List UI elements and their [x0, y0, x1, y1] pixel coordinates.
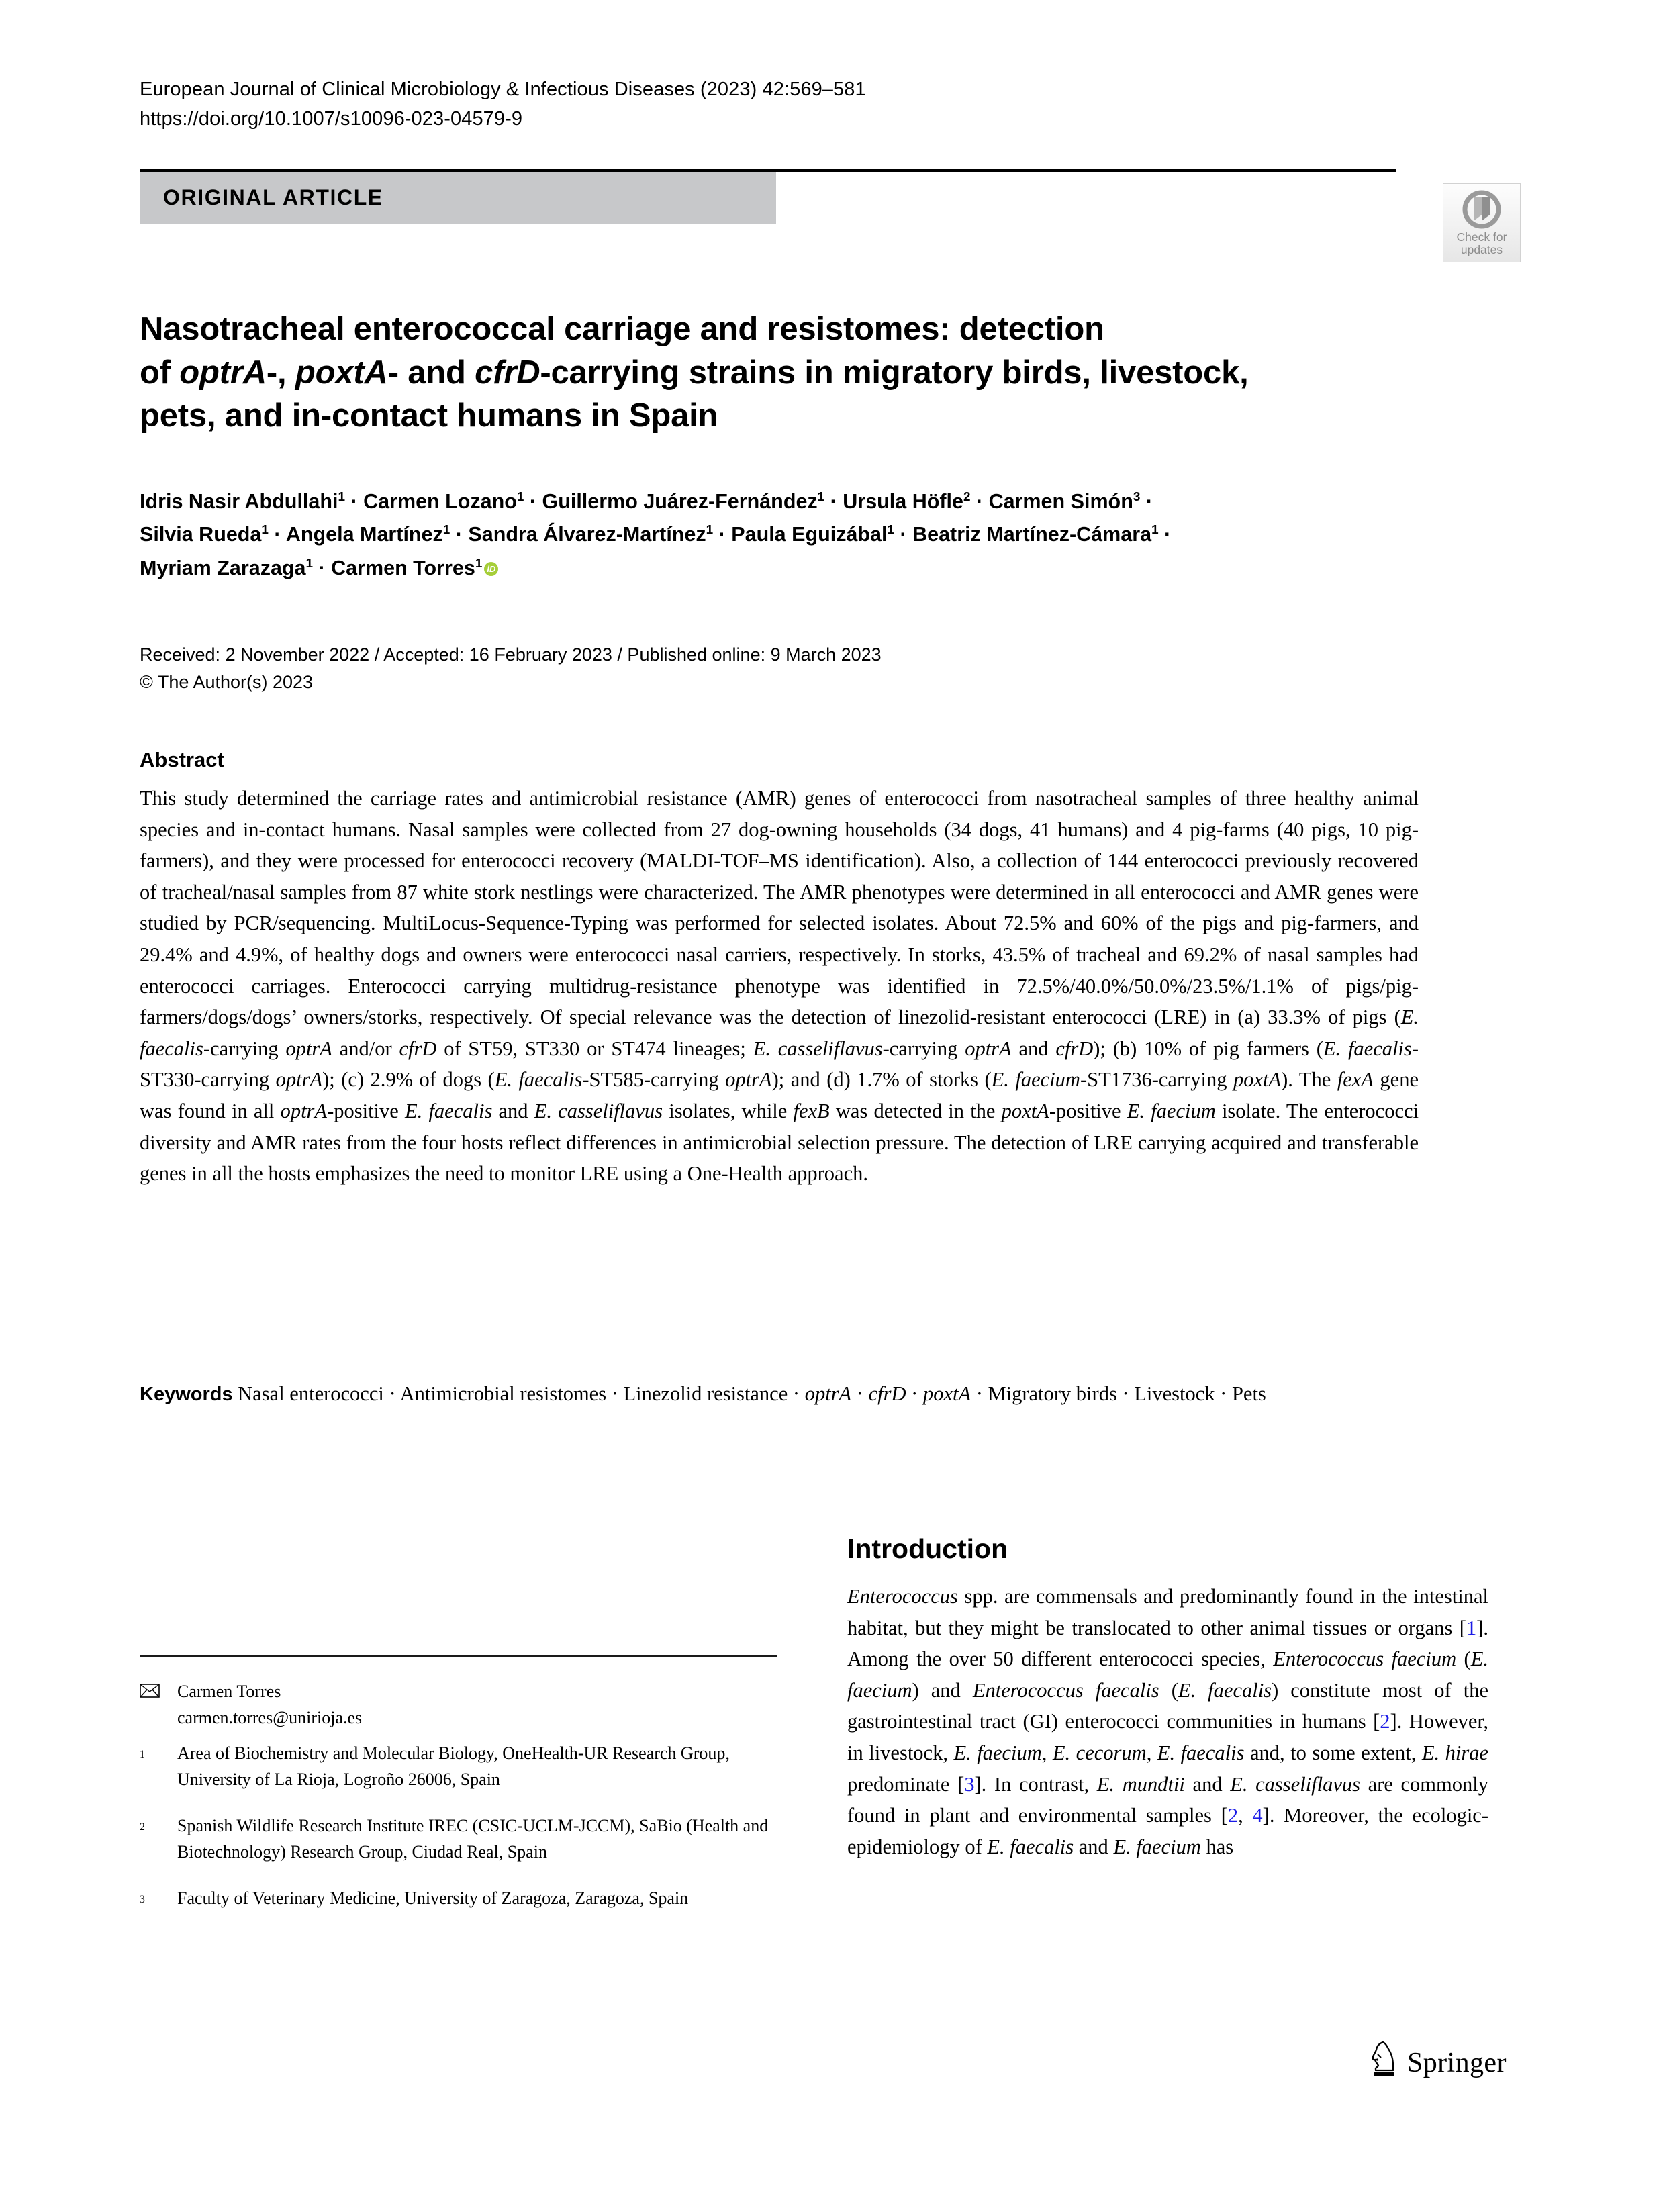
author-name: Carmen Torres: [331, 556, 475, 579]
title-line-2-pre: of: [140, 354, 180, 391]
keyword-item: Pets: [1231, 1382, 1266, 1405]
author-affiliation-marker: 1: [442, 523, 450, 538]
author-name: Idris Nasir Abdullahi: [140, 490, 338, 513]
title-line-2-mid1: -,: [266, 354, 295, 391]
envelope-icon-cell: [140, 1678, 177, 1731]
keyword-item: poxtA: [922, 1382, 971, 1405]
author-affiliation-marker: 1: [475, 556, 483, 571]
author-name: Beatriz Martínez-Cámara: [912, 523, 1152, 546]
author-name: Angela Martínez: [285, 523, 443, 546]
affiliation-marker: 3: [140, 1894, 145, 1905]
keywords-list: Nasal enterococci · Antimicrobial resistomes · Linezolid resistance · optrA · cfrD · poxtA · Migratory birds · Livestock · Pets: [238, 1382, 1266, 1405]
author-affiliation-marker: 1: [1151, 523, 1159, 538]
citation-link[interactable]: 2: [1380, 1710, 1390, 1733]
springer-wordmark: Springer: [1407, 2048, 1507, 2078]
keywords-block: [140, 1378, 1419, 1410]
author-affiliation-marker: 1: [338, 489, 345, 504]
title-line-2-mid2: - and: [387, 354, 475, 391]
author-affiliation-marker: 1: [817, 489, 825, 504]
citation-link[interactable]: 2: [1227, 1804, 1239, 1827]
title-line-3: pets, and in-contact humans in Spain: [140, 397, 718, 434]
check-updates-line1: Check for: [1456, 230, 1507, 244]
title-gene-optra: optrA: [179, 354, 267, 391]
author-name: Carmen Simón: [988, 490, 1133, 513]
affiliation-marker: 2: [140, 1821, 145, 1833]
introduction-heading: Introduction: [847, 1533, 1008, 1565]
keyword-item: cfrD: [868, 1382, 906, 1405]
affiliation-text: Faculty of Veterinary Medicine, University of Zaragoza, Zaragoza, Spain: [177, 1888, 689, 1908]
article-type-label: ORIGINAL ARTICLE: [163, 185, 383, 209]
author-name: Ursula Höfle: [843, 490, 963, 513]
affiliation-marker: 1: [140, 1749, 145, 1760]
abstract-body: This study determined the carriage rates and antimicrobial resistance (AMR) genes of enterococci from nasotracheal samples of three healthy animal species and in-contact humans. Nasal samples were collected from 27 dog-owning households (34 dogs, 41 humans) and 4 pig-farms (40 pigs, 10 pig-farmers), and they were processed for enterococci recovery (MALDI-TOF–MS identification). Also, a collection of 144 enterococci previously recovered of tracheal/nasal samples from 87 white stork nestlings were characterized. The AMR phenotypes were determined in all enterococci and AMR genes were studied by PCR/sequencing. MultiLocus-Sequence-Typing was performed for selected isolates. About 72.5% and 60% of the pigs and pig-farmers, and 29.4% and 4.9%, of healthy dogs and owners were enterococci nasal carriers, respectively. In storks, 43.5% of tracheal and 69.2% of nasal samples had enterococci carriages. Enterococci carrying multidrug-resistance phenotype was identified in 72.5%/40.0%/50.0%/23.5%/1.1% of pigs/pig-farmers/dogs/dogs’ owners/storks, respectively. Of special relevance was the detection of linezolid-resistant enterococci (LRE) in (a) 33.3% of pigs (E. faecalis-carrying optrA and/or cfrD of ST59, ST330 or ST474 lineages; E. casseliflavus-carrying optrA and cfrD); (b) 10% of pig farmers (E. faecalis-ST330-carrying optrA); (c) 2.9% of dogs (E. faecalis-ST585-carrying optrA); and (d) 1.7% of storks (E. faecium-ST1736-carrying poxtA). The fexA gene was found in all optrA-positive E. faecalis and E. casseliflavus isolates, while fexB was detected in the poxtA-positive E. faecium isolate. The enterococci diversity and AMR rates from the four hosts reflect differences in antimicrobial selection pressure. The detection of LRE carrying acquired and transferable genes in all the hosts emphasizes the need to monitor LRE using a One-Health approach.: [140, 787, 1419, 1186]
affiliation-text: Area of Biochemistry and Molecular Biology, OneHealth-UR Research Group, University of La Rioja, Logroño 26006, Spain: [177, 1743, 730, 1789]
keyword-item: Livestock: [1134, 1382, 1215, 1405]
author-name: Silvia Rueda: [140, 523, 262, 546]
keyword-item: Linezolid resistance: [623, 1382, 788, 1405]
keyword-item: Nasal enterococci: [238, 1382, 384, 1405]
footnote-divider-rule: [140, 1655, 777, 1657]
author-affiliation-marker: 1: [305, 556, 314, 571]
orcid-icon[interactable]: [484, 562, 498, 576]
title-gene-poxta: poxtA: [295, 354, 388, 391]
article-title: [140, 307, 1422, 438]
affiliation-list: [140, 1740, 784, 1917]
author-list: [140, 485, 1422, 585]
received-accepted-published-line: Received: 2 November 2022 / Accepted: 16 February 2023 / Published online: 9 March 2023: [140, 644, 882, 665]
envelope-icon: [140, 1679, 160, 1693]
affiliation-text: Spanish Wildlife Research Institute IREC (CSIC-UCLM-JCCM), SaBio (Health and Biotechnology) Research Group, Ciudad Real, Spain: [177, 1816, 769, 1862]
author-name: Paula Eguizábal: [731, 523, 888, 546]
copyright-line: © The Author(s) 2023: [140, 672, 314, 693]
keyword-item: Migratory birds: [988, 1382, 1117, 1405]
title-line-2-post: -carrying strains in migratory birds, livestock,: [540, 354, 1249, 391]
author-affiliation-marker: 1: [706, 523, 714, 538]
journal-header: [140, 75, 1415, 134]
title-gene-cfrd: cfrD: [475, 354, 540, 391]
introduction-body: Enterococcus spp. are commensals and predominantly found in the intestinal habitat, but they might be translocated to other animal tissues or organs [1]. Among the over 50 different enterococci species, Enterococcus faecium (E. faecium) and Enterococcus faecalis (E. faecalis) constitute most of the gastrointestinal tract (GI) enterococci communities in humans [2]. However, in livestock, E. faecium, E. cecorum, E. faecalis and, to some extent, E. hirae predominate [3]. In contrast, E. mundtii and E. casseliflavus are commonly found in plant and environmental samples [2, 4]. Moreover, the ecologic-epidemiology of E. faecalis and E. faecium has: [847, 1585, 1489, 1858]
author-affiliation-marker: 3: [1133, 489, 1141, 504]
corresponding-author-details: [177, 1678, 784, 1731]
journal-citation-line: European Journal of Clinical Microbiology & Infectious Diseases (2023) 42:569–581: [140, 79, 866, 100]
abstract-heading: Abstract: [140, 748, 224, 771]
affiliation-row: [140, 1885, 784, 1917]
author-affiliation-marker: 1: [261, 523, 269, 538]
keyword-item: optrA: [804, 1382, 852, 1405]
affiliation-row: [140, 1813, 784, 1865]
springer-logo: [1370, 2039, 1507, 2077]
author-affiliation-marker: 1: [887, 523, 894, 538]
springer-knight-icon: [1370, 2039, 1399, 2077]
corresponding-author-row: [140, 1678, 784, 1731]
doi-link[interactable]: https://doi.org/10.1007/s10096-023-04579-9: [140, 107, 523, 130]
keyword-item: Antimicrobial resistomes: [399, 1382, 607, 1405]
affiliation-row: [140, 1740, 784, 1792]
article-type-band: [140, 172, 776, 224]
author-line-1: Idris Nasir Abdullahi$^1$ · Carmen Lozano$^1$ · Guillermo Juárez-Fernández$^1$ · Ursula Höfle$^2$ · Carmen Simón$^3$ ·: [140, 489, 1153, 513]
crossmark-icon: [1461, 189, 1503, 230]
publication-dates: [140, 641, 1214, 696]
citation-link[interactable]: 3: [964, 1772, 975, 1796]
author-name: Carmen Lozano: [363, 490, 517, 513]
check-for-updates-badge[interactable]: [1443, 183, 1521, 262]
author-affiliation-marker: 2: [963, 489, 971, 504]
author-affiliation-marker: 1: [516, 489, 524, 504]
author-name: Sandra Álvarez-Martínez: [468, 523, 706, 546]
check-updates-line2: updates: [1460, 243, 1503, 256]
author-name: Guillermo Juárez-Fernández: [542, 490, 818, 513]
corresponding-author-name: Carmen Torres: [177, 1682, 281, 1701]
keywords-label: Keywords: [140, 1384, 233, 1405]
title-line-1: Nasotracheal enterococcal carriage and resistomes: detection: [140, 310, 1104, 347]
corresponding-author-email[interactable]: carmen.torres@unirioja.es: [177, 1708, 363, 1727]
correspondence-and-affiliations: [140, 1678, 784, 1937]
author-line-2: Silvia Rueda$^1$ · Angela Martínez$^1$ · Sandra Álvarez-Martínez$^1$ · Paula Eguizábal$^1$ · Beatriz Martínez-Cámara$^1$ ·: [140, 523, 1172, 546]
author-line-3: Myriam Zarazaga$^1$ · Carmen Torres$^1$iD: [140, 552, 1422, 585]
author-name: Myriam Zarazaga: [140, 556, 306, 579]
citation-link[interactable]: 4: [1252, 1804, 1263, 1827]
citation-link[interactable]: 1: [1466, 1616, 1477, 1639]
